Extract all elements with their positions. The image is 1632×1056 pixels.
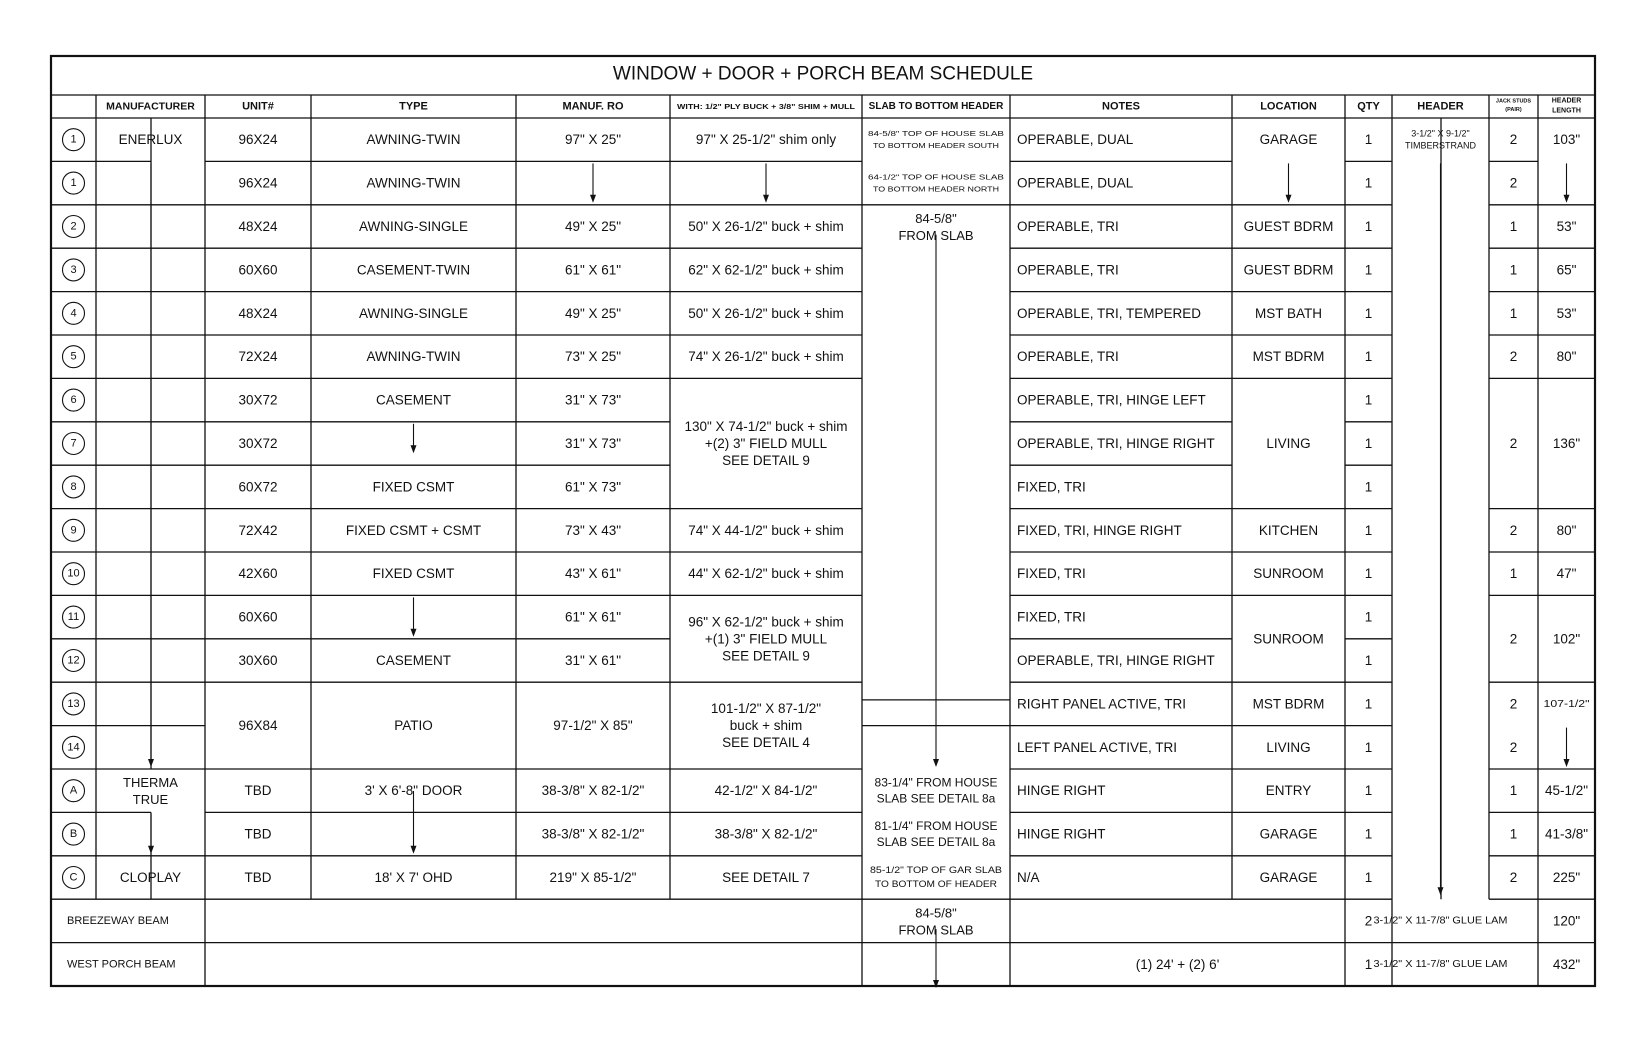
location-cell: SUNROOM (1253, 631, 1324, 647)
header-jack-studs-pair: (PAIR) (1505, 107, 1522, 113)
unit-cell: 96X24 (238, 175, 278, 191)
header-manuf-ro: MANUF. RO (562, 100, 624, 113)
with-cell: 96" X 62-1/2" buck + shim (688, 614, 844, 630)
notes-cell: OPERABLE, TRI, TEMPERED (1017, 305, 1202, 321)
mark-label: 2 (70, 220, 77, 233)
manuf-ro-cell: 61" X 61" (564, 609, 622, 625)
unit-cell: 30X72 (238, 436, 278, 451)
unit-cell: 72X24 (238, 349, 278, 365)
location-cell: GARAGE (1259, 870, 1318, 885)
mark-label: 1 (70, 133, 77, 146)
qty-cell: 1 (1364, 739, 1373, 755)
qty-cell: 1 (1364, 262, 1373, 278)
qty-cell: 1 (1364, 392, 1373, 408)
unit-cell: TBD (244, 870, 272, 885)
header-length-cell: 47" (1556, 566, 1577, 582)
mark-label: 5 (70, 350, 77, 363)
with-cell: SEE DETAIL 7 (722, 870, 810, 885)
jack-studs-cell: 2 (1509, 631, 1518, 647)
mark-label: 9 (70, 524, 77, 537)
location-cell: LIVING (1266, 739, 1311, 755)
location-cell: ENTRY (1265, 783, 1312, 799)
jack-studs-cell: 2 (1509, 132, 1518, 148)
notes-cell: OPERABLE, TRI, HINGE RIGHT (1017, 436, 1215, 451)
header-type: TYPE (399, 100, 428, 113)
unit-cell: 60X60 (238, 262, 278, 278)
qty-cell: 1 (1364, 653, 1373, 668)
notes-cell: FIXED, TRI (1017, 479, 1086, 495)
notes-cell: OPERABLE, TRI (1017, 349, 1119, 365)
header-size-cell: TIMBERSTRAND (1404, 140, 1477, 151)
mark-label: 1 (70, 177, 77, 190)
slab-cell: TO BOTTOM OF HEADER (875, 879, 998, 890)
jack-studs-cell: 2 (1509, 870, 1518, 885)
qty-cell: 1 (1364, 826, 1373, 842)
mark-label: B (69, 828, 78, 841)
with-cell: 130" X 74-1/2" buck + shim (684, 419, 848, 434)
notes-cell: LEFT PANEL ACTIVE, TRI (1017, 739, 1178, 755)
manuf-ro-cell: 97" X 25" (564, 132, 622, 148)
jack-studs-cell: 2 (1509, 696, 1518, 712)
notes-cell: HINGE RIGHT (1017, 783, 1106, 799)
notes-cell: FIXED, TRI (1017, 566, 1086, 582)
mark-label: 10 (67, 567, 80, 580)
location-cell: GUEST BDRM (1243, 219, 1334, 234)
manuf-ro-cell: 61" X 61" (564, 262, 622, 278)
slab-cell: 84-5/8" (915, 905, 957, 921)
beam-label: BREEZEWAY BEAM (67, 914, 169, 927)
location-cell: MST BDRM (1252, 349, 1325, 365)
type-cell: FIXED CSMT (372, 566, 455, 582)
slab-cell: 84-5/8" TOP OF HOUSE SLAB (868, 129, 1004, 139)
header-length-cell: 53" (1556, 305, 1577, 321)
header-size-cell: 3-1/2" X 11-7/8" GLUE LAM (1373, 958, 1508, 970)
type-cell: 18' X 7' OHD (374, 870, 453, 885)
unit-cell: TBD (244, 826, 272, 842)
header-length-cell: 120" (1552, 913, 1581, 929)
header-location: LOCATION (1260, 100, 1317, 113)
with-cell: +(1) 3" FIELD MULL (704, 631, 828, 647)
mark-label: 13 (67, 697, 80, 710)
with-cell: 101-1/2" X 87-1/2" (710, 701, 822, 717)
manuf-ro-cell: 219" X 85-1/2" (549, 870, 637, 885)
qty-cell: 1 (1364, 870, 1373, 885)
with-cell: 62" X 62-1/2" buck + shim (688, 262, 844, 278)
with-cell: 42-1/2" X 84-1/2" (714, 783, 818, 799)
jack-studs-cell: 2 (1509, 436, 1518, 451)
unit-cell: 30X60 (238, 653, 278, 668)
jack-studs-cell: 2 (1509, 522, 1518, 538)
unit-cell: 48X24 (238, 219, 278, 234)
jack-studs-cell: 1 (1509, 783, 1518, 799)
qty-cell: 1 (1364, 783, 1373, 799)
with-cell: 50" X 26-1/2" buck + shim (688, 305, 844, 321)
mark-label: A (69, 784, 78, 797)
jack-studs-cell: 2 (1509, 175, 1518, 191)
qty-cell: 1 (1364, 522, 1373, 538)
header-slab: SLAB TO BOTTOM HEADER (868, 101, 1004, 112)
header-size-cell: 3-1/2" X 9-1/2" (1411, 128, 1470, 139)
jack-studs-cell: 1 (1509, 826, 1518, 842)
notes-cell: OPERABLE, TRI (1017, 262, 1119, 278)
slab-cell: 84-5/8" (915, 211, 957, 226)
location-cell: MST BATH (1254, 305, 1323, 321)
manuf-ro-cell: 31" X 73" (564, 436, 622, 451)
qty-cell: 1 (1364, 132, 1373, 148)
with-cell: 38-3/8" X 82-1/2" (714, 826, 818, 842)
notes-cell: HINGE RIGHT (1017, 826, 1106, 842)
manufacturer-cell: CLOPLAY (119, 870, 182, 885)
location-cell: GUEST BDRM (1243, 262, 1334, 278)
type-cell: AWNING-SINGLE (358, 219, 469, 234)
unit-cell: 96X84 (238, 718, 278, 734)
header-length-top: HEADER (1551, 97, 1582, 105)
notes-cell: FIXED, TRI (1017, 609, 1086, 625)
qty-cell: 1 (1364, 566, 1373, 582)
header-manufacturer: MANUFACTURER (106, 100, 195, 113)
header-length-cell: 53" (1556, 219, 1577, 234)
header-length-bottom: LENGTH (1552, 107, 1581, 115)
manuf-ro-cell: 61" X 73" (564, 479, 622, 495)
manuf-ro-cell: 73" X 25" (564, 349, 622, 365)
beam-label: WEST PORCH BEAM (67, 958, 176, 971)
type-cell: AWNING-SINGLE (358, 305, 469, 321)
qty-cell: 1 (1364, 219, 1373, 234)
slab-cell: TO BOTTOM HEADER NORTH (873, 184, 999, 194)
with-cell: SEE DETAIL 9 (722, 453, 810, 468)
header-length-cell: 80" (1556, 349, 1577, 365)
jack-studs-cell: 2 (1509, 739, 1518, 755)
unit-cell: 48X24 (238, 305, 278, 321)
header-length-cell: 136" (1552, 436, 1581, 451)
header-length-cell: 80" (1556, 522, 1577, 538)
location-cell: MST BDRM (1252, 696, 1325, 712)
with-cell: SEE DETAIL 9 (722, 648, 810, 664)
location-cell: SUNROOM (1253, 566, 1324, 582)
type-cell: AWNING-TWIN (366, 349, 461, 365)
mark-label: 14 (67, 741, 80, 754)
with-cell: SEE DETAIL 4 (722, 735, 810, 751)
manuf-ro-cell: 31" X 73" (564, 392, 622, 408)
unit-cell: 60X60 (238, 609, 278, 625)
unit-cell: 72X42 (238, 522, 278, 538)
jack-studs-cell: 2 (1509, 349, 1518, 365)
slab-cell: SLAB SEE DETAIL 8a (876, 835, 996, 850)
with-cell: 74" X 26-1/2" buck + shim (688, 349, 844, 365)
unit-cell: 30X72 (238, 392, 278, 408)
slab-cell: 81-1/4" FROM HOUSE (874, 819, 998, 834)
jack-studs-cell: 1 (1509, 262, 1518, 278)
location-cell: KITCHEN (1258, 522, 1319, 538)
header-with: WITH: 1/2" PLY BUCK + 3/8" SHIM + MULL (677, 102, 856, 111)
mark-label: 7 (70, 437, 77, 450)
location-cell: GARAGE (1259, 132, 1318, 148)
notes-cell: OPERABLE, DUAL (1017, 132, 1134, 148)
slab-cell: FROM SLAB (898, 228, 974, 243)
with-cell: buck + shim (729, 718, 803, 734)
mark-label: C (69, 871, 78, 884)
qty-cell: 1 (1364, 175, 1373, 191)
header-length-cell: 65" (1556, 262, 1577, 278)
manufacturer-cell: ENERLUX (118, 132, 183, 148)
qty-cell: 1 (1364, 436, 1373, 451)
qty-cell: 1 (1364, 609, 1373, 625)
header-length-cell: 103" (1552, 132, 1581, 148)
notes-cell: OPERABLE, DUAL (1017, 175, 1134, 191)
header-length-cell: 45-1/2" (1544, 783, 1589, 799)
notes-cell: OPERABLE, TRI (1017, 219, 1119, 234)
mark-label: 8 (70, 480, 77, 493)
slab-cell: TO BOTTOM HEADER SOUTH (873, 141, 999, 151)
header-size-cell: 3-1/2" X 11-7/8" GLUE LAM (1373, 915, 1508, 927)
notes-cell: OPERABLE, TRI, HINGE RIGHT (1017, 653, 1215, 668)
manufacturer-cell: TRUE (132, 792, 169, 808)
unit-cell: 96X24 (238, 132, 278, 148)
type-cell: PATIO (394, 718, 433, 734)
type-cell: CASEMENT-TWIN (356, 262, 471, 278)
type-cell: FIXED CSMT (372, 479, 455, 495)
header-length-cell: 102" (1552, 631, 1581, 647)
with-cell: 97" X 25-1/2" shim only (695, 132, 837, 148)
manuf-ro-cell: 31" X 61" (564, 653, 622, 668)
table-title: WINDOW + DOOR + PORCH BEAM SCHEDULE (612, 63, 1034, 85)
header-unit: UNIT# (242, 100, 274, 113)
slab-cell: 85-1/2" TOP OF GAR SLAB (870, 865, 1002, 876)
beam-notes: (1) 24' + (2) 6' (1135, 956, 1220, 972)
type-cell: 3' X 6'-8" DOOR (364, 783, 463, 799)
qty-cell: 1 (1364, 696, 1373, 712)
mark-label: 11 (67, 611, 80, 624)
type-cell: AWNING-TWIN (366, 132, 461, 148)
manuf-ro-cell: 43" X 61" (564, 566, 622, 582)
jack-studs-cell: 1 (1509, 219, 1518, 234)
mark-label: 6 (70, 394, 77, 407)
manuf-ro-cell: 38-3/8" X 82-1/2" (541, 783, 645, 799)
with-cell: 74" X 44-1/2" buck + shim (688, 522, 844, 538)
location-cell: GARAGE (1259, 826, 1318, 842)
type-cell: CASEMENT (375, 392, 452, 408)
with-cell: 44" X 62-1/2" buck + shim (688, 566, 844, 582)
qty-cell: 1 (1364, 349, 1373, 365)
notes-cell: FIXED, TRI, HINGE RIGHT (1017, 522, 1182, 538)
slab-cell: 64-1/2" TOP OF HOUSE SLAB (868, 172, 1004, 182)
manuf-ro-cell: 49" X 25" (564, 305, 622, 321)
manuf-ro-cell: 97-1/2" X 85" (553, 718, 633, 734)
qty-cell: 1 (1364, 305, 1373, 321)
slab-cell: FROM SLAB (898, 922, 974, 938)
jack-studs-cell: 1 (1509, 305, 1518, 321)
notes-cell: N/A (1017, 870, 1040, 885)
type-cell: AWNING-TWIN (366, 175, 461, 191)
header-header: HEADER (1417, 100, 1464, 113)
beam-qty: 1 (1364, 956, 1373, 972)
mark-label: 3 (70, 263, 77, 276)
slab-cell: 83-1/4" FROM HOUSE (874, 775, 998, 790)
unit-cell: 42X60 (238, 566, 278, 582)
unit-cell: TBD (244, 783, 272, 799)
slab-cell: SLAB SEE DETAIL 8a (876, 791, 996, 806)
manuf-ro-cell: 49" X 25" (564, 219, 622, 234)
mark-label: 4 (70, 307, 77, 320)
jack-studs-cell: 1 (1509, 566, 1518, 582)
manuf-ro-cell: 38-3/8" X 82-1/2" (541, 826, 645, 842)
qty-cell: 1 (1364, 479, 1373, 495)
header-length-cell: 41-3/8" (1544, 826, 1589, 842)
location-cell: LIVING (1266, 436, 1311, 451)
manuf-ro-cell: 73" X 43" (564, 522, 622, 538)
mark-label: 12 (67, 654, 80, 667)
header-length-cell: 107-1/2" (1543, 697, 1590, 710)
type-cell: FIXED CSMT + CSMT (345, 522, 482, 538)
notes-cell: OPERABLE, TRI, HINGE LEFT (1017, 392, 1206, 408)
unit-cell: 60X72 (238, 479, 278, 495)
header-notes: NOTES (1102, 100, 1140, 113)
manufacturer-cell: THERMA (123, 775, 178, 791)
header-jack-studs: JACK STUDS (1495, 98, 1532, 105)
type-cell: CASEMENT (375, 653, 452, 668)
notes-cell: RIGHT PANEL ACTIVE, TRI (1017, 696, 1187, 712)
with-cell: 50" X 26-1/2" buck + shim (688, 219, 844, 234)
beam-qty: 2 (1364, 913, 1373, 929)
header-qty: QTY (1357, 100, 1380, 113)
header-length-cell: 432" (1552, 956, 1581, 972)
header-length-cell: 225" (1552, 870, 1581, 885)
with-cell: +(2) 3" FIELD MULL (704, 436, 828, 451)
